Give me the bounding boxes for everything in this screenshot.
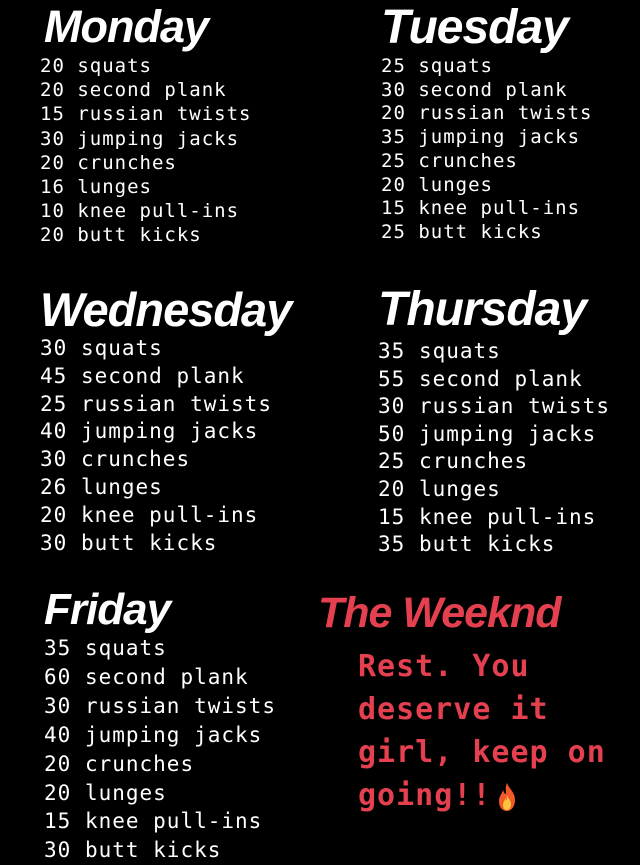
- exercise-item: [378, 448, 610, 476]
- exercise-count: 35: [44, 636, 72, 660]
- exercise-count: 35: [378, 339, 406, 363]
- exercise-name: knee pull-ins: [84, 809, 263, 834]
- exercise-name: jumping jacks: [418, 421, 597, 446]
- exercise-count: 40: [44, 722, 72, 747]
- exercise-count: 20: [40, 79, 65, 102]
- day-card-tuesday: [381, 1, 593, 245]
- exercise-item: [378, 366, 610, 394]
- exercise-name: second plank: [84, 664, 249, 689]
- exercise-item: [378, 338, 610, 366]
- exercise-item: [378, 421, 610, 449]
- exercise-name: lunges: [84, 780, 167, 805]
- exercise-item: [381, 221, 593, 245]
- exercise-item: [40, 418, 291, 446]
- exercise-name: russian twists: [80, 391, 272, 416]
- exercise-name: squats: [80, 336, 163, 360]
- exercise-item: [44, 721, 276, 750]
- day-title: Wednesday: [40, 283, 292, 336]
- exercise-count: 26: [40, 474, 68, 499]
- exercise-name: butt kicks: [84, 838, 222, 863]
- exercise-name: crunches: [77, 151, 177, 174]
- exercise-count: 20: [40, 224, 65, 247]
- exercise-count: 45: [40, 363, 68, 388]
- day-title: Thursday: [378, 283, 587, 336]
- exercise-name: crunches: [418, 149, 518, 172]
- exercise-item: [40, 223, 252, 247]
- exercise-item: [44, 692, 276, 721]
- exercise-count: 30: [44, 693, 72, 718]
- exercise-name: jumping jacks: [84, 722, 263, 747]
- weekend-note-text: Rest. You deserve it girl, keep on going!!: [358, 649, 606, 813]
- exercise-name: knee pull-ins: [418, 197, 581, 220]
- exercise-item: [378, 393, 610, 421]
- exercise-count: 30: [40, 336, 68, 360]
- fire-icon: [495, 782, 519, 812]
- exercise-item: [40, 151, 252, 175]
- exercise-count: 30: [381, 78, 406, 101]
- exercise-count: 25: [381, 55, 406, 77]
- exercise-item: [40, 102, 252, 126]
- exercise-count: 10: [40, 200, 65, 223]
- exercise-count: 15: [40, 103, 65, 126]
- exercise-item: [381, 102, 593, 126]
- day-card-thursday: [378, 283, 610, 559]
- exercise-item: [44, 836, 276, 865]
- exercise-count: 20: [44, 780, 72, 805]
- exercise-name: butt kicks: [418, 532, 556, 557]
- exercise-item: [381, 174, 593, 198]
- exercise-item: [44, 779, 276, 808]
- exercise-item: [44, 807, 276, 836]
- day-card-friday: [44, 585, 276, 865]
- exercise-name: lunges: [80, 474, 163, 499]
- exercise-count: 15: [378, 504, 406, 529]
- exercise-list: [381, 55, 593, 245]
- exercise-item: [378, 531, 610, 559]
- exercise-item: [44, 750, 276, 779]
- exercise-count: 30: [40, 447, 68, 472]
- exercise-name: crunches: [80, 447, 191, 472]
- exercise-count: 25: [40, 391, 68, 416]
- exercise-item: [378, 476, 610, 504]
- exercise-item: [44, 663, 276, 692]
- day-title: Friday: [44, 585, 171, 634]
- exercise-name: russian twists: [418, 102, 593, 125]
- exercise-count: 60: [44, 664, 72, 689]
- exercise-name: jumping jacks: [77, 127, 240, 150]
- day-card-monday: [40, 1, 252, 248]
- exercise-item: [40, 446, 291, 474]
- exercise-count: 16: [40, 176, 65, 199]
- exercise-name: squats: [418, 55, 493, 77]
- weekend-card: [318, 589, 628, 817]
- exercise-count: 35: [378, 532, 406, 557]
- exercise-item: [40, 54, 252, 78]
- exercise-name: knee pull-ins: [80, 502, 259, 527]
- exercise-list: [40, 54, 252, 248]
- exercise-item: [40, 127, 252, 151]
- exercise-count: 55: [378, 366, 406, 391]
- exercise-item: [40, 78, 252, 102]
- exercise-name: russian twists: [418, 394, 610, 419]
- exercise-count: 20: [378, 476, 406, 501]
- exercise-item: [40, 335, 291, 363]
- exercise-item: [381, 79, 593, 103]
- exercise-name: russian twists: [77, 103, 252, 126]
- exercise-count: 40: [40, 419, 68, 444]
- exercise-item: [40, 502, 291, 530]
- exercise-name: second plank: [80, 363, 245, 388]
- exercise-count: 20: [44, 751, 72, 776]
- exercise-count: 50: [378, 421, 406, 446]
- exercise-count: 20: [40, 55, 65, 77]
- exercise-name: lunges: [418, 476, 501, 501]
- exercise-count: 20: [381, 102, 406, 125]
- exercise-name: second plank: [418, 78, 568, 101]
- exercise-name: lunges: [418, 173, 493, 196]
- exercise-name: squats: [84, 636, 167, 660]
- weekend-title: The Weeknd: [318, 589, 561, 637]
- exercise-item: [381, 126, 593, 150]
- exercise-name: butt kicks: [80, 530, 218, 555]
- exercise-item: [40, 530, 291, 558]
- exercise-count: 15: [381, 197, 406, 220]
- exercise-count: 20: [40, 502, 68, 527]
- exercise-name: squats: [418, 339, 501, 363]
- day-title: Monday: [44, 1, 209, 52]
- day-card-wednesday: [40, 283, 292, 557]
- exercise-count: 20: [40, 151, 65, 174]
- exercise-item: [40, 175, 252, 199]
- exercise-name: crunches: [84, 751, 195, 776]
- exercise-count: 25: [378, 449, 406, 474]
- exercise-list: [44, 634, 276, 865]
- exercise-count: 30: [40, 530, 68, 555]
- exercise-item: [40, 474, 291, 502]
- exercise-count: 30: [44, 838, 72, 863]
- exercise-name: jumping jacks: [80, 419, 259, 444]
- exercise-list: [40, 335, 291, 557]
- exercise-item: [381, 197, 593, 221]
- exercise-count: 25: [381, 220, 406, 243]
- exercise-name: knee pull-ins: [77, 200, 240, 223]
- day-title: Tuesday: [381, 1, 568, 54]
- exercise-name: butt kicks: [418, 220, 543, 243]
- exercise-count: 25: [381, 149, 406, 172]
- exercise-item: [40, 199, 252, 223]
- exercise-list: [378, 338, 610, 559]
- exercise-name: lunges: [77, 176, 152, 199]
- exercise-name: knee pull-ins: [418, 504, 597, 529]
- exercise-item: [378, 504, 610, 532]
- exercise-name: russian twists: [84, 693, 276, 718]
- exercise-item: [381, 55, 593, 79]
- exercise-name: second plank: [77, 79, 227, 102]
- exercise-item: [381, 150, 593, 174]
- exercise-count: 15: [44, 809, 72, 834]
- exercise-count: 30: [378, 394, 406, 419]
- exercise-name: second plank: [418, 366, 583, 391]
- exercise-name: butt kicks: [77, 224, 202, 247]
- exercise-item: [40, 391, 291, 419]
- exercise-name: squats: [77, 55, 152, 77]
- exercise-count: 30: [40, 127, 65, 150]
- exercise-name: crunches: [418, 449, 529, 474]
- exercise-count: 20: [381, 173, 406, 196]
- weekend-note: [358, 645, 628, 817]
- exercise-item: [40, 363, 291, 391]
- exercise-name: jumping jacks: [418, 126, 581, 149]
- exercise-item: [44, 634, 276, 663]
- exercise-count: 35: [381, 126, 406, 149]
